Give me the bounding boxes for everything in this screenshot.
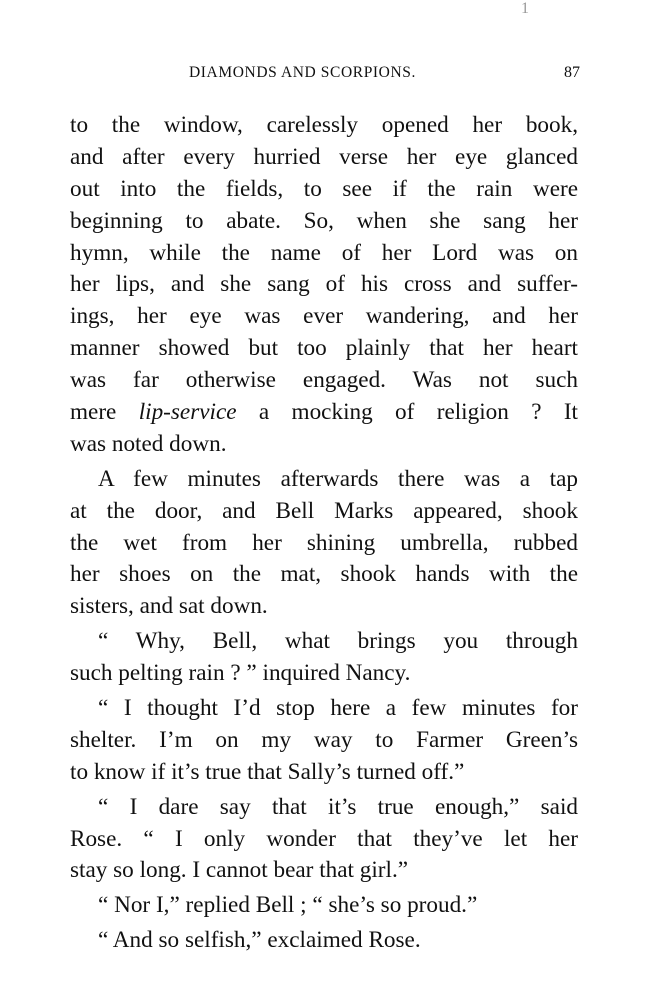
text-line: beginning to abate. So, when she sang her: [70, 207, 578, 234]
text-line: manner showed but too plainly that her heart: [70, 335, 578, 362]
body-text: [70, 110, 578, 957]
text-line: shelter. I’m on my way to Farmer Green’s: [70, 726, 578, 753]
corner-mark: 1: [521, 0, 529, 17]
text-line: hymn, while the name of her Lord was on: [70, 239, 578, 266]
text-line: [70, 397, 578, 429]
text-line: “ Why, Bell, what brings you through: [98, 628, 578, 655]
text-segment: mere: [70, 399, 139, 426]
page-number: 87: [564, 64, 580, 81]
italic-phrase: lip-service: [138, 399, 237, 426]
text-line: stay so long. I cannot bear that girl.”: [70, 857, 409, 884]
text-line: “ I dare say that it’s true enough,” said: [98, 793, 578, 820]
text-line: sisters, and sat down.: [70, 593, 268, 620]
running-head-title: DIAMONDS AND SCORPIONS.: [189, 64, 416, 81]
text-line: “ I thought I’d stop here a few minutes for: [98, 695, 578, 722]
text-line: at the door, and Bell Marks appeared, shook: [70, 497, 578, 524]
text-line: to know if it’s true that Sally’s turned off.”: [70, 758, 465, 785]
text-line: her shoes on the mat, shook hands with the: [70, 561, 578, 588]
text-line: Rose. “ I only wonder that they’ve let her: [70, 825, 578, 852]
text-line: out into the fields, to see if the rain were: [70, 175, 578, 202]
text-line: her lips, and she sang of his cross and suffer-: [70, 271, 578, 298]
text-line: to the window, carelessly opened her book,: [70, 112, 578, 138]
text-segment: a mocking of religion ? It: [236, 399, 578, 426]
text-line: “ Nor I,” replied Bell ; “ she’s so proud.”: [98, 892, 478, 919]
text-line: ings, her eye was ever wandering, and her: [70, 303, 578, 330]
text-line: the wet from her shining umbrella, rubbed: [70, 529, 578, 556]
text-line: was far otherwise engaged. Was not such: [70, 367, 578, 394]
text-line: “ And so selfish,” exclaimed Rose.: [98, 927, 421, 954]
running-head: [72, 64, 580, 88]
text-line: was noted down.: [70, 430, 227, 457]
text-line: such pelting rain ? ” inquired Nancy.: [70, 660, 411, 687]
text-line: and after every hurried verse her eye glanced: [70, 143, 578, 170]
text-line: A few minutes afterwards there was a tap: [98, 465, 578, 492]
